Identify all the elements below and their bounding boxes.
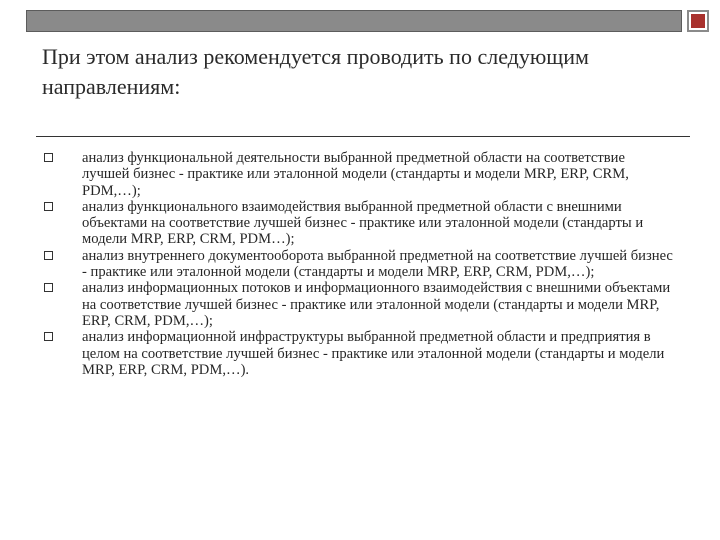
square-bullet-icon	[44, 153, 53, 162]
list-item-text: анализ информационной инфраструктуры выбранной предметной области и предприятия в целом на соответствие лучшей бизнес - практике или эталонной модели (стандарты и модели MRP, ERP, CRM, PDM,…).	[82, 329, 665, 378]
list-item-text: анализ функциональной деятельности выбранной предметной области на соответствие лучшей бизнес - практике или эталонной модели (стандарты и модели MRP, ERP, CRM, PDM,…);	[82, 150, 629, 199]
square-bullet-icon	[44, 202, 53, 211]
list-item	[44, 150, 674, 199]
square-bullet-icon	[44, 251, 53, 260]
list-item-text: анализ внутреннего документооборота выбранной предметной на соответствие лучшей бизнес - практике или эталонной модели (стандарты и модели MRP, ERP, CRM, PDM,…);	[82, 247, 673, 281]
list-item	[44, 248, 674, 281]
list-item	[44, 280, 674, 329]
list-item-text: анализ информационных потоков и информационного взаимодействия с внешними объектами на соответствие лучшей бизнес - практике или эталонной модели (стандарты и модели MRP, ERP, CRM, PDM,…);	[82, 280, 671, 329]
corner-accent-square	[687, 10, 709, 32]
list-item-text: анализ функционального взаимодействия выбранной предметной области с внешними объектами на соответствие лучшей бизнес - практике или эталонной модели (стандарты и модели MRP, ERP, CRM, PDM…);	[82, 198, 644, 248]
slide-title: При этом анализ рекомендуется проводить по следующим направлениям:	[42, 44, 589, 99]
bullet-list	[44, 150, 674, 378]
list-item	[44, 199, 674, 248]
square-bullet-icon	[44, 332, 53, 341]
corner-accent-fill	[691, 14, 705, 28]
square-bullet-icon	[44, 283, 53, 292]
title-divider	[36, 136, 690, 137]
decorative-top-bar	[26, 10, 682, 32]
list-item	[44, 329, 674, 378]
